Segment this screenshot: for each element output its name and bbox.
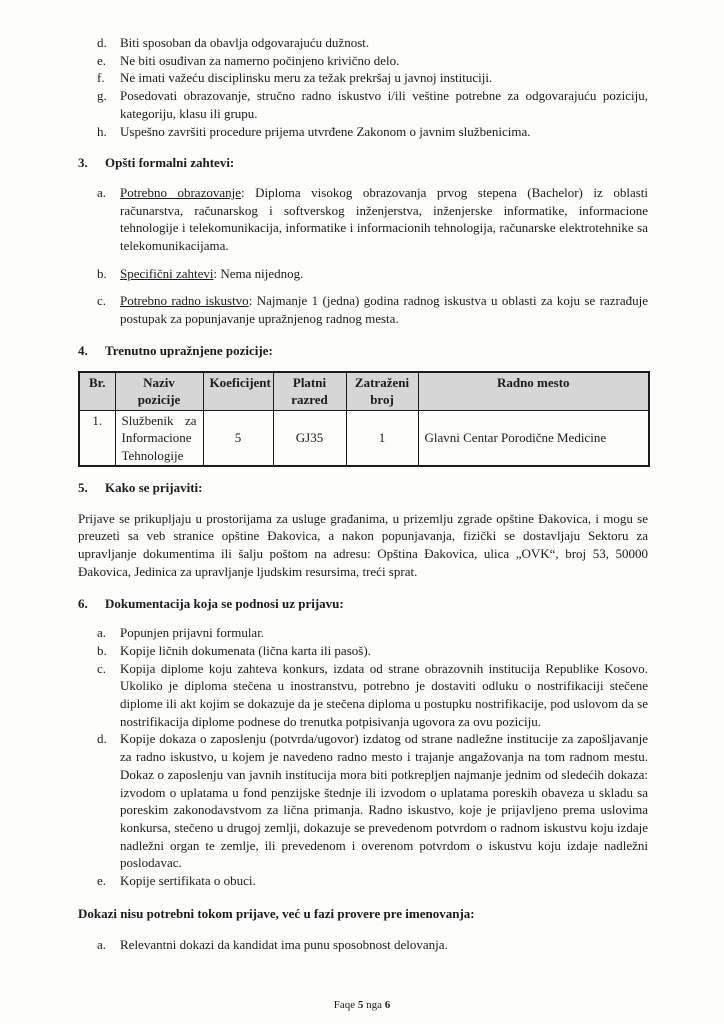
- list-item: [78, 265, 648, 283]
- list-item-text: Kopija diplome koju zahteva konkurs, izdata od strane obrazovnih institucija Republike Kosovo. Ukoliko je diploma stečena u inostranstvu, potrebno je dostaviti odluku o nostrifikaciji stečene diplome ili akt kojim se dokazuje da je stečena diploma u postupku nostrifikacije, pod uslovom da se nostrifikacija diplome podnese do trenutka potpisivanja ugovora za ovu poziciju.: [120, 660, 648, 729]
- positions-table: [78, 371, 650, 468]
- requirement-label: Specifični zahtevi: [120, 265, 214, 281]
- footer-page-number: 5: [357, 999, 364, 1011]
- list-item-marker: f.: [97, 70, 105, 86]
- list-item-text: [120, 184, 648, 255]
- list-item-text: [120, 265, 648, 283]
- footer-total-pages: 6: [384, 999, 391, 1011]
- section-number: 3.: [78, 155, 88, 171]
- list-item-marker: a.: [97, 936, 107, 952]
- section-number: 6.: [78, 595, 88, 611]
- list-item-text: Kopije sertifikata o obuci.: [120, 873, 256, 889]
- section-6-list: [78, 624, 648, 890]
- section-number: 5.: [78, 480, 88, 496]
- requirement-label: Potrebno obrazovanje: [120, 184, 241, 200]
- table-cell-coefficient: 5: [203, 410, 273, 466]
- list-item-marker: b.: [97, 642, 107, 658]
- section-3-heading: [78, 154, 648, 172]
- list-item-text: Popunjen prijavni formular.: [120, 625, 265, 641]
- intro-list: [78, 34, 648, 140]
- list-item-text: Kopije dokaza o zaposlenju (potvrda/ugovor) izdatog od strane nadležne institucije za zapošljavanje za radno iskustvo, u kojem je navedeno radno mesto i trajanje angažovanja na tom radnom mestu. Dokaz o zaposlenju van javnih institucija mora biti potkrepljen najmanje jednim od sledećih dokaza: izvodom o uplatama u fond penzijske štednje ili izvodom o uplatama poreskih obaveza u skladu sa poreskim zakonodavstvom za lična primanja. Radno iskustvo, koje je prijavljeno prema uslovima konkursa, stečeno u drugoj zemlji, dokazuje se prevedenom potvrdom o radnom iskustvu koju izdaje nadležni organ te zemlje, ili prevedenom i overenom potvrdom o iskustvu koju izdaje nadležni poslodavac.: [120, 731, 648, 871]
- list-item-marker: c.: [97, 293, 107, 309]
- list-item-text: Relevantni dokazi da kandidat ima punu sposobnost delovanja.: [120, 936, 448, 952]
- table-header-cell: Radno mesto: [418, 372, 649, 411]
- list-item: [78, 184, 648, 255]
- application-paragraph: Prijave se prikupljaju u prostorijama za usluge građanima, u prizemlju zgrade opštine Đakovica, i mogu se preuzeti sa veb stranice opštine Đakovica, a nakon popunjavanja, fizički se dostavljaju Sektoru za upravljanje dokumentima ili šalju poštom na adresu: Opština Đakovica, ulica „OVK“, broj 53, 50000 Đakovica, Jedinica za upravljanje ljudskim resursima, treći sprat.: [78, 510, 648, 579]
- list-item: [78, 292, 648, 327]
- list-item-marker: e.: [97, 52, 107, 68]
- list-item-text: Posedovati obrazovanje, stručno radno iskustvo i/ili veštine potrebne za odgovarajuću poziciju, kategoriju, klasu ili grupu.: [120, 88, 648, 121]
- requirement-text: : Nema nijednog.: [213, 265, 304, 281]
- list-item-text: Ne imati važeću disciplinsku meru za težak prekršaj u javnoj instituciji.: [120, 70, 493, 86]
- table-cell-number: 1.: [79, 410, 115, 466]
- list-item-text: Uspešno završiti procedure prijema utvrđene Zakonom o javnim službenicima.: [120, 123, 531, 139]
- table-header-cell: Br.: [79, 372, 115, 411]
- section-title: Kako se prijaviti:: [105, 480, 203, 496]
- list-item: [78, 69, 648, 87]
- table-header-cell: Platni razred: [273, 372, 346, 411]
- requirement-text: : Diploma visokog obrazovanja prvog stepena (Bachelor) iz oblasti računarstva, računarskog i softverskog inženjerstva, inženjerske informatike, informacione tehnologije i telekomunikacija, informatike i informacionih tehnologija, računarske elektrotehnike sa telekomunikacijama.: [120, 184, 648, 254]
- list-item: [78, 642, 648, 660]
- table-cell-requested: 1: [346, 410, 418, 466]
- list-item-marker: g.: [97, 88, 107, 104]
- list-item-marker: c.: [97, 660, 107, 676]
- section-4-heading: [78, 342, 648, 360]
- list-item: [78, 730, 648, 872]
- section-6-heading: [78, 595, 648, 613]
- list-item-marker: d.: [97, 731, 107, 747]
- list-item-text: Kopije ličnih dokumenata (lična karta ili pasoš).: [120, 642, 371, 658]
- list-item-marker: a.: [97, 184, 107, 200]
- table-header-cell: Zatraženi broj: [346, 372, 418, 411]
- list-item: [78, 34, 648, 52]
- list-item-marker: e.: [97, 873, 107, 889]
- list-item: [78, 87, 648, 122]
- proof-note-heading: Dokazi nisu potrebni tokom prijave, već u fazi provere pre imenovanja:: [78, 905, 475, 921]
- list-item: [78, 872, 648, 890]
- section-title: Trenutno upražnjene pozicije:: [105, 342, 273, 358]
- table-cell-pay-grade: GJ35: [273, 410, 346, 466]
- section-title: Dokumentacija koja se podnosi uz prijavu:: [105, 595, 344, 611]
- list-item: [78, 624, 648, 642]
- table-header-row: [79, 372, 649, 411]
- footer-label: Faqe: [333, 999, 356, 1011]
- requirement-label: Potrebno radno iskustvo: [120, 293, 249, 309]
- list-item-text: Ne biti osuđivan za namerno počinjeno krivično delo.: [120, 52, 400, 68]
- page-footer: [0, 999, 724, 1012]
- list-item-marker: b.: [97, 265, 107, 281]
- footer-separator: nga: [366, 999, 383, 1011]
- list-item-marker: d.: [97, 35, 107, 50]
- table-row: [79, 410, 649, 466]
- table-cell-workplace: Glavni Centar Porodične Medicine: [418, 410, 649, 466]
- table-header-cell: Koeficijent: [203, 372, 273, 411]
- list-item: [78, 123, 648, 141]
- list-item: [78, 660, 648, 731]
- list-item-marker: a.: [97, 625, 107, 641]
- list-item-text: Biti sposoban da obavlja odgovarajuću dužnost.: [120, 35, 370, 50]
- table-header-cell: Naziv pozicije: [115, 372, 203, 411]
- list-item-marker: h.: [97, 123, 107, 139]
- section-title: Opšti formalni zahtevi:: [105, 155, 235, 171]
- section-5-heading: [78, 479, 648, 497]
- table-cell-position: Službenik za Informacione Tehnologije: [115, 410, 203, 466]
- list-item: [78, 52, 648, 70]
- list-item-text: [120, 292, 648, 327]
- section-3-list: [78, 184, 648, 328]
- section-number: 4.: [78, 342, 88, 358]
- requirement-text: : Najmanje 1 (jedna) godina radnog iskustva u oblasti za koju se razrađuje postupak za popunjavanje upražnjenog radnog mesta.: [120, 293, 648, 327]
- list-item: [78, 936, 648, 954]
